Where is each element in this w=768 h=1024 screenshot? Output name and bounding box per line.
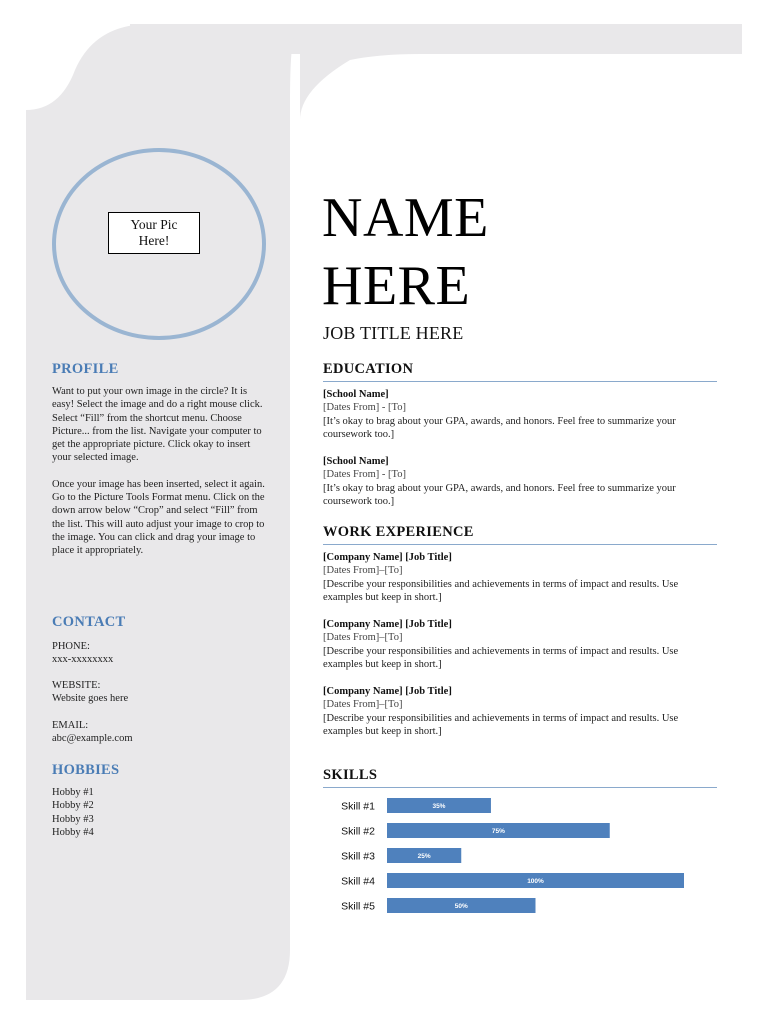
website-value: Website goes here	[52, 693, 129, 705]
work-entry	[323, 685, 717, 738]
work-dates: [Dates From]–[To]	[323, 699, 403, 711]
skill-value-label: 35%	[432, 803, 446, 810]
education-entry	[323, 388, 717, 441]
profile-paragraph-2: Once your image has been inserted, select it again. Go to the Picture Tools Format menu. Click on the down arrow below “Crop” and select “Fill” from the list. This will auto adjust your image to crop to the image. You can click and drag your image to place it appropriately.	[52, 478, 265, 557]
profile-text	[52, 385, 267, 571]
hobbies-list	[52, 786, 267, 839]
name-line-1: NAME	[322, 187, 489, 249]
work-description: [Describe your responsibilities and achievements in terms of impact and results. Use examples but keep in short.]	[323, 578, 679, 603]
work-entry	[323, 551, 717, 604]
skill-value-label: 100%	[527, 878, 544, 885]
education-heading: EDUCATION	[323, 361, 717, 382]
job-title: JOB TITLE HERE	[323, 323, 464, 343]
photo-placeholder-line-1: Your Pic	[130, 217, 178, 232]
hobby-item: Hobby #4	[52, 826, 94, 838]
education-dates: [Dates From] - [To]	[323, 469, 406, 481]
skill-label: Skill #1	[341, 800, 375, 813]
profile-heading: PROFILE	[52, 361, 119, 377]
profile-paragraph-1: Want to put your own image in the circle? It is easy! Select the image and do a right mouse click. Select “Fill” from the shortcut menu. Choose Picture... from the list. Navigate your computer to get the appropriate picture. Click okay to insert your selected image.	[52, 386, 263, 464]
hobby-item: Hobby #3	[52, 813, 94, 825]
skill-value-label: 25%	[417, 853, 431, 860]
work-experience-heading: WORK EXPERIENCE	[323, 524, 717, 545]
contact-heading: CONTACT	[52, 614, 126, 630]
email-value: abc@example.com	[52, 733, 133, 745]
hobby-item: Hobby #1	[52, 787, 94, 798]
phone-label: PHONE:	[52, 641, 90, 652]
work-dates: [Dates From]–[To]	[323, 565, 403, 577]
contact-phone	[52, 640, 267, 667]
contact-email	[52, 719, 267, 746]
skill-label: Skill #4	[341, 875, 375, 888]
school-name: [School Name]	[323, 456, 389, 467]
name-line-2: HERE	[322, 255, 471, 317]
website-label: WEBSITE:	[52, 680, 101, 691]
work-entry	[323, 618, 717, 671]
company-job-title: [Company Name] [Job Title]	[323, 552, 452, 563]
education-description: [It’s okay to brag about your GPA, awards, and honors. Feel free to summarize your coursework too.]	[323, 415, 676, 440]
hobby-item: Hobby #2	[52, 800, 94, 812]
phone-value: xxx-xxxxxxxx	[52, 654, 114, 666]
photo-placeholder-box[interactable]	[108, 212, 200, 254]
hobbies-heading: HOBBIES	[52, 762, 120, 778]
skill-label: Skill #2	[341, 825, 375, 838]
name-heading	[322, 184, 489, 320]
email-label: EMAIL:	[52, 720, 89, 731]
work-dates: [Dates From]–[To]	[323, 632, 403, 644]
company-job-title: [Company Name] [Job Title]	[323, 686, 452, 697]
school-name: [School Name]	[323, 389, 389, 400]
skill-value-label: 50%	[454, 903, 468, 910]
company-job-title: [Company Name] [Job Title]	[323, 619, 452, 630]
education-dates: [Dates From] - [To]	[323, 402, 406, 414]
skills-bar-chart	[323, 790, 723, 925]
skill-label: Skill #3	[341, 850, 375, 863]
skill-label: Skill #5	[341, 900, 375, 913]
contact-website	[52, 679, 267, 706]
work-description: [Describe your responsibilities and achievements in terms of impact and results. Use examples but keep in short.]	[323, 645, 679, 670]
skill-value-label: 75%	[491, 828, 505, 835]
skills-heading: SKILLS	[323, 767, 717, 788]
education-entry	[323, 455, 717, 508]
photo-placeholder-line-2: Here!	[138, 233, 170, 248]
education-description: [It’s okay to brag about your GPA, awards, and honors. Feel free to summarize your coursework too.]	[323, 482, 676, 507]
work-description: [Describe your responsibilities and achievements in terms of impact and results. Use examples but keep in short.]	[323, 712, 679, 737]
